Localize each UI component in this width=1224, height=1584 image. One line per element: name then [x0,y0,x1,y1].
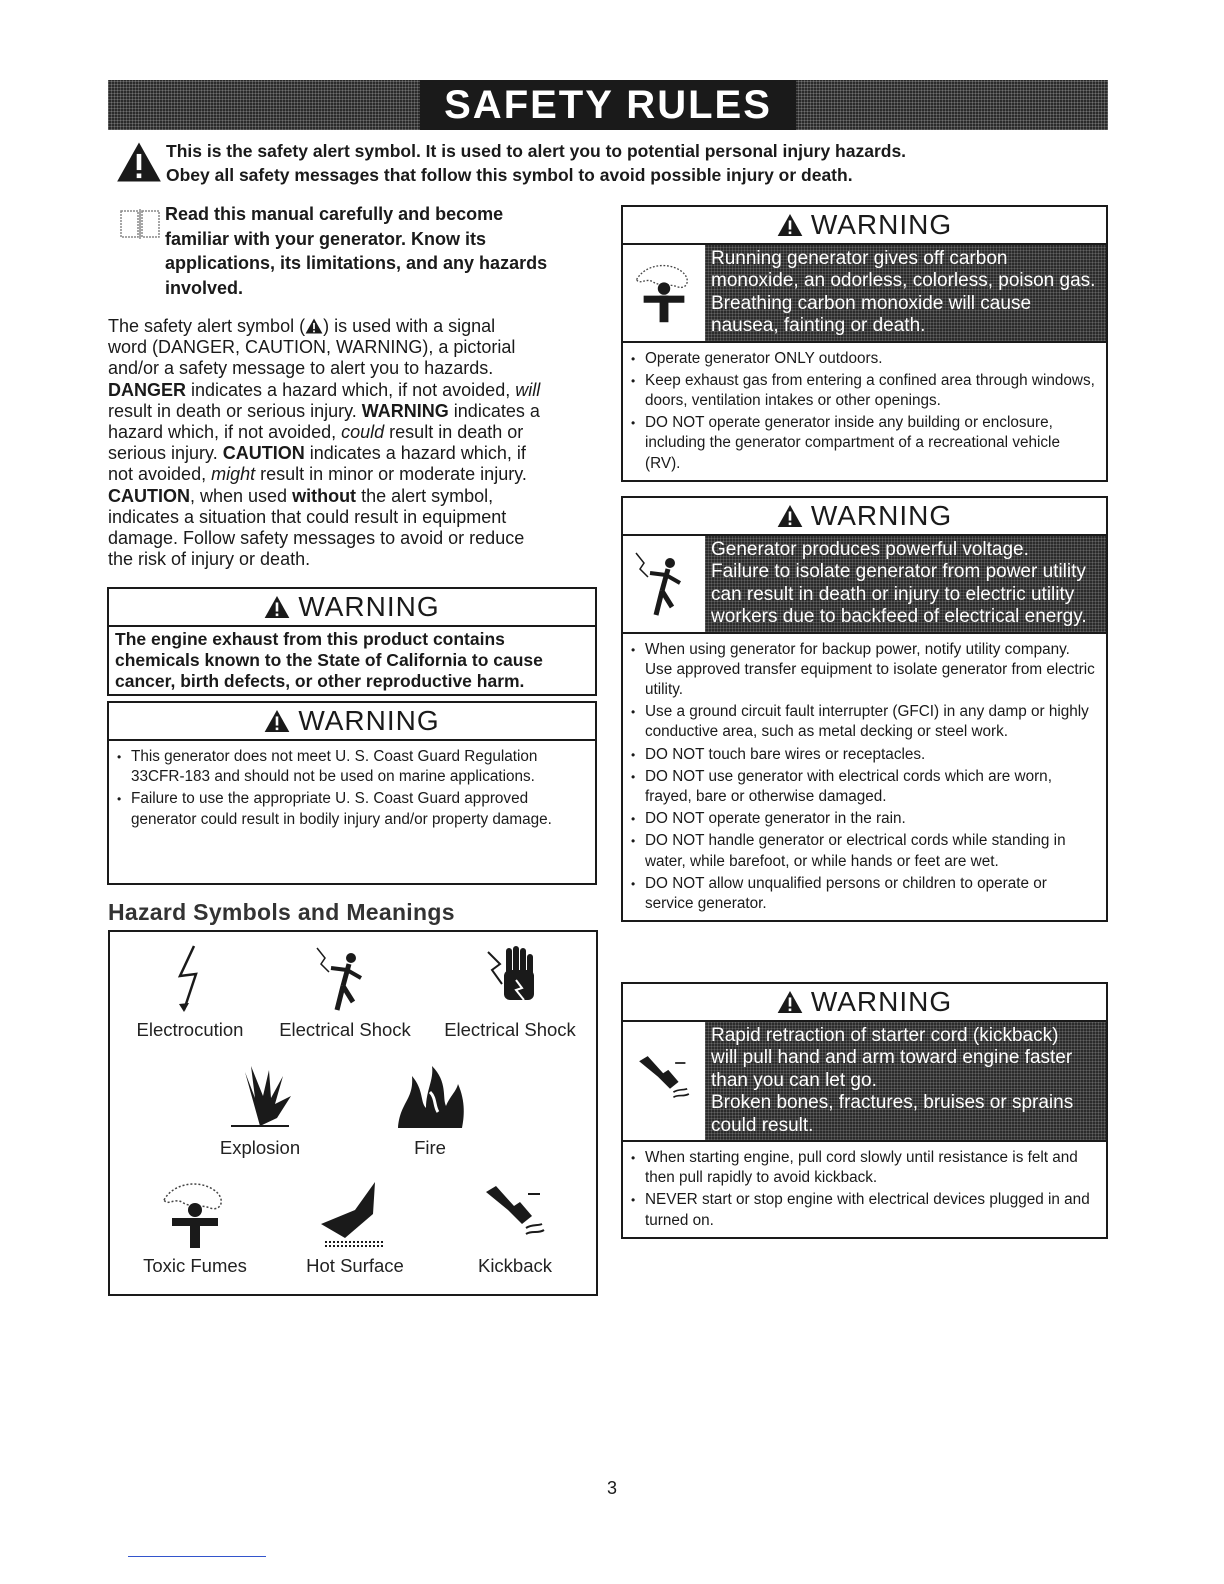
hazard-label: Toxic Fumes [143,1255,247,1276]
message-line: could result. [711,1114,814,1136]
list-item: • Use a ground circuit fault interrupter (GFCI) in any damp or highly conductive area, such as metal decking or steel work. [645,702,1098,742]
list-item: • Operate generator ONLY outdoors. [645,349,1098,369]
page-number: 3 [606,1478,617,1498]
kickback-list [623,1142,1106,1237]
kickback-message-row [623,1022,1106,1142]
warning-alert-icon [264,709,290,733]
page-title: SAFETY RULES [420,80,796,130]
desc-text: word (DANGER, CAUTION, WARNING), a pictorial [108,337,516,358]
electric-shock-person-icon [634,547,694,621]
desc-emphasis: might [211,464,256,485]
message-line: than you can let go. [711,1069,877,1091]
desc-text: hazard which, if not avoided, [108,422,342,443]
warning-alert-icon [264,595,290,619]
message-line: can result in death or injury to electric utility [711,583,1075,605]
kickback-icon [480,1180,550,1250]
hazard-toxic-fumes [120,1180,270,1277]
warning-label: WARNING [298,705,440,736]
hazard-electrical-shock-2 [435,944,585,1041]
electric-shock-person-icon [315,944,375,1014]
warning-header [623,498,1106,536]
kickback-warning-box [621,982,1108,1239]
message-line: monoxide, an odorless, colorless, poison gas. [711,270,1096,292]
coast-guard-warning-box [107,701,597,885]
desc-text: serious injury. [108,443,223,464]
desc-emphasis: could [341,422,385,443]
manual-book-icon [120,207,160,241]
kickback-icon [634,1051,694,1111]
hazard-label: Electrical Shock [444,1019,576,1040]
kickback-icon-cell [623,1022,705,1140]
prop65-line: The engine exhaust from this product contains [115,629,505,649]
warning-label: WARNING [810,500,953,531]
warning-header [109,703,595,741]
safety-alert-icon [116,140,162,184]
warning-header [623,984,1106,1022]
hazard-label: Hot Surface [306,1255,404,1276]
manual-note [165,202,595,300]
desc-text: The safety alert symbol ( [108,316,306,336]
caution-term: CAUTION [108,485,190,506]
desc-emphasis: will [515,379,541,400]
voltage-list [623,634,1106,921]
hazard-electrocution [120,944,260,1041]
list-item: • When using generator for backup power, notify utility company. Use approved transfer equipment to isolate generator from electric utility. [645,640,1098,701]
hazard-explosion [200,1062,320,1159]
electrocution-icon [170,944,210,1014]
co-list [623,343,1106,480]
warning-alert-icon [777,213,803,237]
prop65-text [109,627,595,694]
list-item: • DO NOT allow unqualified persons or children to operate or service generator. [645,874,1098,914]
hazard-label: Electrocution [136,1019,244,1040]
list-item: • Failure to use the appropriate U. S. Coast Guard approved generator could result in bodily injury and/or property damage. [131,789,587,829]
manual-note-line-2: familiar with your generator. Know its [165,228,487,249]
message-line: Failure to isolate generator from power utility [711,561,1086,583]
co-message-row [623,245,1106,343]
warning-alert-icon [777,504,803,528]
message-line: Rapid retraction of starter cord (kickback) [711,1025,1059,1046]
desc-text: indicates a hazard which, if [304,443,526,464]
hazard-label: Fire [414,1137,446,1158]
message-line: Broken bones, fractures, bruises or sprains [711,1092,1074,1114]
shocked-hand-icon [480,944,540,1014]
fire-icon [390,1062,470,1132]
explosion-icon [225,1062,295,1132]
voltage-warning-box [621,496,1108,922]
list-item: • NEVER start or stop engine with electrical devices plugged in and turned on. [645,1190,1098,1230]
warning-alert-icon [777,990,803,1014]
danger-term: DANGER [108,379,187,400]
caution-term: CAUTION [222,443,305,464]
inline-alert-icon [305,318,323,334]
hazard-fire [370,1062,490,1159]
message-line: Generator produces powerful voltage. [711,539,1029,560]
list-item: • DO NOT touch bare wires or receptacles. [645,745,1098,765]
list-item: • DO NOT operate generator in the rain. [645,809,1098,829]
toxic-fumes-icon [160,1180,230,1250]
hazard-symbols-grid [108,930,598,1296]
hazard-hot-surface [280,1180,430,1277]
voltage-message-row [623,536,1106,634]
kickback-hazard-message [705,1022,1106,1140]
manual-note-line-1: Read this manual carefully and become [165,204,504,224]
prop65-line: cancer, birth defects, or other reproductive harm. [115,671,525,691]
co-hazard-message [705,245,1106,341]
desc-text: not avoided, [108,464,212,485]
warning-header [623,207,1106,245]
hazard-kickback [440,1180,590,1277]
list-item: • DO NOT use generator with electrical cords which are worn, frayed, bare or otherwise damaged. [645,767,1098,807]
hazard-electrical-shock-1 [270,944,420,1041]
desc-text: indicates a situation that could result in equipment [108,506,507,527]
warning-term: WARNING [361,400,449,421]
prop65-line: chemicals known to the State of California to cause [115,650,543,670]
hazard-label: Explosion [219,1137,301,1158]
message-line: workers due to backfeed of electrical energy. [711,606,1087,628]
desc-text: damage. Follow safety messages to avoid or reduce [108,528,525,549]
hot-surface-icon [315,1180,395,1250]
coast-guard-list [109,741,595,836]
desc-text: result in death or [384,422,524,443]
message-line: nausea, fainting or death. [711,315,926,337]
desc-text: and/or a safety message to alert you to hazards. [108,358,494,379]
signal-word-description [108,316,598,570]
hazard-label: Electrical Shock [279,1019,411,1040]
list-item: • DO NOT operate generator inside any building or enclosure, including the generator compartment of a recreational vehicle (RV). [645,413,1098,474]
toxic-fumes-icon [633,260,695,326]
desc-text: the alert symbol, [356,485,494,506]
manual-note-line-3: applications, its limitations, and any hazards [165,253,548,273]
list-item: • Keep exhaust gas from entering a confined area through windows, doors, ventilation intakes or other openings. [645,371,1098,411]
toxic-fumes-icon-cell [623,245,705,341]
manual-note-line-4: involved. [165,277,244,298]
title-banner [108,80,1108,130]
desc-text: ) is used with a signal [323,316,496,336]
warning-label: WARNING [298,591,440,622]
list-item: • DO NOT handle generator or electrical cords while standing in water, while barefoot, or while hands or feet are wet. [645,831,1098,871]
list-item: • This generator does not meet U. S. Coast Guard Regulation 33CFR-183 and should not be used on marine applications. [131,747,587,787]
warning-label: WARNING [810,209,953,240]
list-item: • When starting engine, pull cord slowly until resistance is felt and then pull rapidly to avoid kickback. [645,1148,1098,1188]
desc-text: result in minor or moderate injury. [255,464,527,485]
without-term: without [292,485,357,506]
desc-text: indicates a [448,400,540,421]
alert-intro-line-2: Obey all safety messages that follow this symbol to avoid possible injury or death. [166,165,853,185]
prop65-warning-box [107,587,597,696]
desc-text: result in death or serious injury. [108,400,362,421]
warning-label: WARNING [810,986,953,1017]
message-line: Breathing carbon monoxide will cause [711,292,1032,314]
warning-header [109,589,595,627]
electric-shock-icon-cell [623,536,705,632]
hazard-symbols-title: Hazard Symbols and Meanings [108,899,455,925]
message-line: Running generator gives off carbon [711,248,1008,269]
alert-intro-line-1: This is the safety alert symbol. It is used to alert you to potential personal injury hazards. [166,141,907,161]
desc-text: indicates a hazard which, if not avoided, [186,379,516,400]
voltage-hazard-message [705,536,1106,632]
desc-text: , when used [190,485,293,506]
footer-rule [128,1556,266,1557]
hazard-label: Kickback [477,1255,553,1276]
message-line: will pull hand and arm toward engine faster [711,1047,1073,1069]
carbon-monoxide-warning-box [621,205,1108,482]
desc-text: the risk of injury or death. [108,549,311,570]
